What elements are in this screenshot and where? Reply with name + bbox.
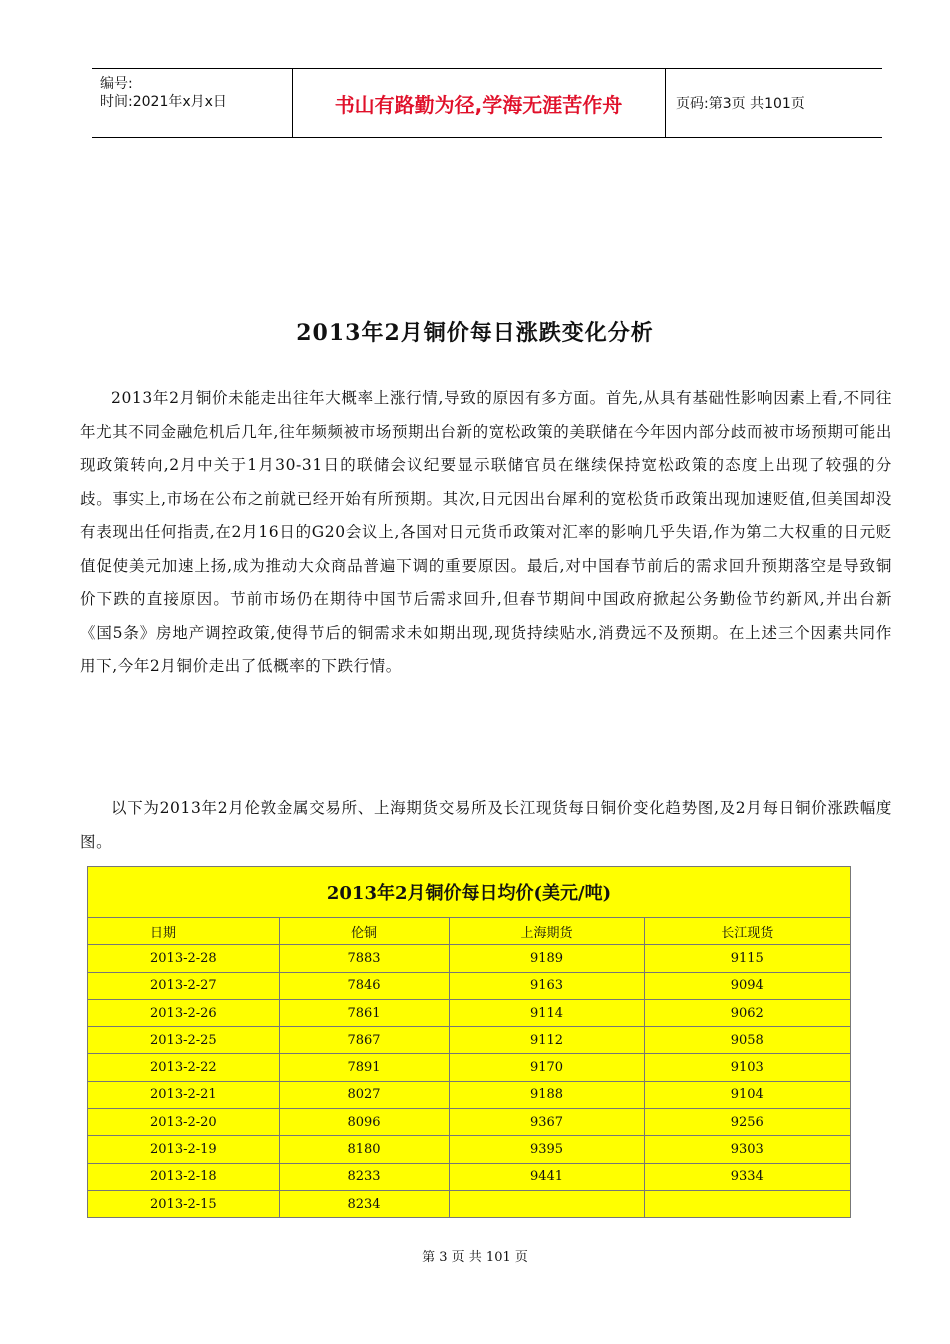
cell-lme: 7891 — [279, 1054, 449, 1081]
cell-lme: 8027 — [279, 1081, 449, 1108]
cell-shfe: 9163 — [449, 972, 644, 999]
cell-changjiang: 9104 — [644, 1081, 850, 1108]
table-row — [88, 1054, 850, 1081]
header-meta — [92, 69, 293, 137]
cell-lme: 8180 — [279, 1136, 449, 1163]
cell-shfe — [449, 1190, 644, 1217]
cell-changjiang — [644, 1190, 850, 1217]
cell-date: 2013-2-22 — [88, 1054, 279, 1081]
cell-changjiang: 9062 — [644, 999, 850, 1026]
paragraph-intro: 以下为2013年2月伦敦金属交易所、上海期货交易所及长江现货每日铜价变化趋势图,及2月每日铜价涨跌幅度图。 — [80, 799, 892, 851]
table-row — [88, 1136, 850, 1163]
number-label: 编号: — [100, 76, 133, 92]
cell-shfe: 9441 — [449, 1163, 644, 1190]
column-header-shfe: 上海期货 — [449, 918, 644, 945]
table-row — [88, 999, 850, 1026]
cell-shfe: 9189 — [449, 945, 644, 972]
cell-changjiang: 9103 — [644, 1054, 850, 1081]
cell-lme: 8096 — [279, 1109, 449, 1136]
header-motto: 书山有路勤为径,学海无涯苦作舟 — [292, 69, 666, 137]
cell-date: 2013-2-26 — [88, 999, 279, 1026]
cell-date: 2013-2-28 — [88, 945, 279, 972]
cell-date: 2013-2-20 — [88, 1109, 279, 1136]
page-header — [92, 68, 882, 138]
cell-changjiang: 9256 — [644, 1109, 850, 1136]
price-table — [87, 866, 851, 1218]
cell-lme: 7883 — [279, 945, 449, 972]
table-row — [88, 1081, 850, 1108]
cell-shfe: 9395 — [449, 1136, 644, 1163]
table-row — [88, 1109, 850, 1136]
table-row — [88, 972, 850, 999]
cell-shfe: 9114 — [449, 999, 644, 1026]
paragraph-analysis: 2013年2月铜价未能走出往年大概率上涨行情,导致的原因有多方面。首先,从具有基础性影响因素上看,不同往年尤其不同金融危机后几年,往年频频被市场预期出台新的宽松政策的美联储在今年因内部分歧而被市场预期可能出现政策转向,2月中关于1月30-31日的联储会议纪要显示联储官员在继续保持宽松政策的态度上出现了较强的分歧。事实上,市场在公布之前就已经开始有所预期。其次,日元因出台犀利的宽松货币政策出现加速贬值,但美国却没有表现出任何指责,在2月16日的G20会议上,各国对日元货币政策对汇率的影响几乎失语,作为第二大权重的日元贬值促使美元加速上扬,成为推动大众商品普遍下调的重要原因。最后,对中国春节前后的需求回升预期落空是导致铜价下跌的直接原因。节前市场仍在期待中国节后需求回升,但春节期间中国政府掀起公务勤俭节约新风,并出台新《国5条》房地产调控政策,使得节后的铜需求未如期出现,现货持续贴水,消费远不及预期。在上述三个因素共同作用下,今年2月铜价走出了低概率的下跌行情。 — [80, 389, 892, 675]
cell-date: 2013-2-15 — [88, 1190, 279, 1217]
column-header-lme: 伦铜 — [279, 918, 449, 945]
cell-changjiang: 9115 — [644, 945, 850, 972]
cell-date: 2013-2-19 — [88, 1136, 279, 1163]
table-body — [88, 918, 850, 1217]
cell-lme: 7867 — [279, 1027, 449, 1054]
table-row — [88, 945, 850, 972]
cell-shfe: 9367 — [449, 1109, 644, 1136]
document-title: 2013年2月铜价每日涨跌变化分析 — [296, 320, 654, 346]
table-row — [88, 1027, 850, 1054]
cell-lme: 7846 — [279, 972, 449, 999]
cell-date: 2013-2-27 — [88, 972, 279, 999]
table-title: 2013年2月铜价每日均价(美元/吨) — [88, 867, 850, 918]
cell-changjiang: 9303 — [644, 1136, 850, 1163]
cell-date: 2013-2-25 — [88, 1027, 279, 1054]
cell-shfe: 9112 — [449, 1027, 644, 1054]
cell-lme: 8234 — [279, 1190, 449, 1217]
column-header-date: 日期 — [88, 918, 279, 945]
cell-lme: 8233 — [279, 1163, 449, 1190]
cell-lme: 7861 — [279, 999, 449, 1026]
cell-changjiang: 9094 — [644, 972, 850, 999]
cell-shfe: 9188 — [449, 1081, 644, 1108]
table-header-row — [88, 918, 850, 945]
page-footer: 第 3 页 共 101 页 — [422, 1250, 528, 1265]
cell-shfe: 9170 — [449, 1054, 644, 1081]
table-row — [88, 1163, 850, 1190]
cell-date: 2013-2-18 — [88, 1163, 279, 1190]
header-page-info: 页码:第3页 共101页 — [676, 96, 805, 112]
table-row — [88, 1190, 850, 1217]
cell-changjiang: 9058 — [644, 1027, 850, 1054]
cell-changjiang: 9334 — [644, 1163, 850, 1190]
time-label: 时间:2021年x月x日 — [100, 94, 227, 110]
cell-date: 2013-2-21 — [88, 1081, 279, 1108]
column-header-changjiang: 长江现货 — [644, 918, 850, 945]
